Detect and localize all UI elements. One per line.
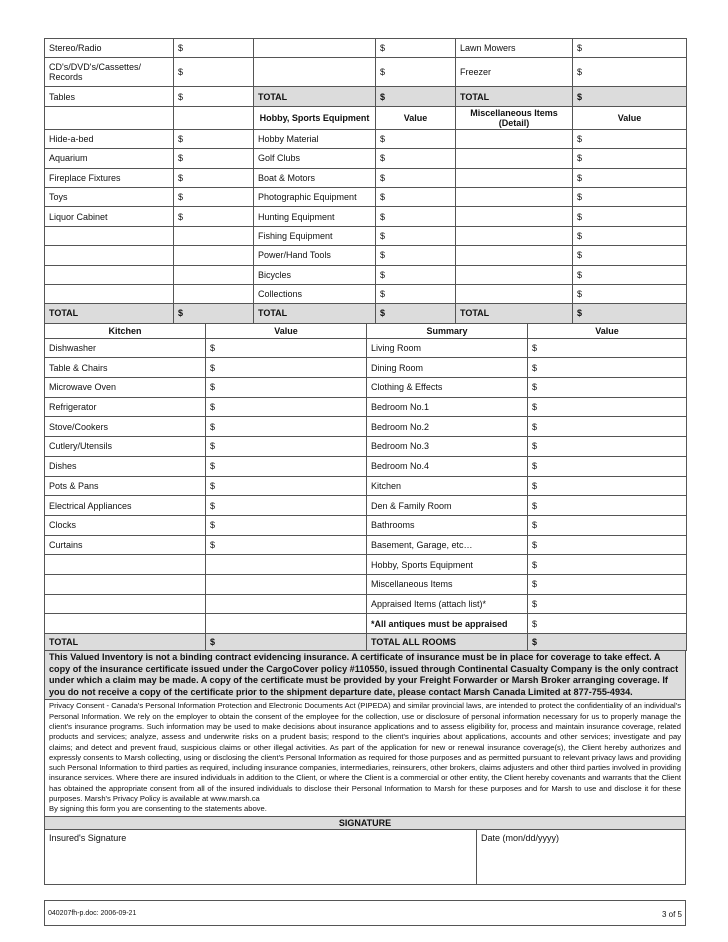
- value-field[interactable]: $: [573, 246, 687, 265]
- value-field[interactable]: $: [206, 535, 367, 555]
- value-field[interactable]: $: [528, 378, 687, 398]
- total-label: TOTAL: [456, 304, 573, 323]
- value-field[interactable]: $: [528, 417, 687, 437]
- value-field[interactable]: $: [528, 555, 687, 575]
- item-label: Bicycles: [254, 265, 376, 284]
- consent-statement: By signing this form you are consenting to the statements above.: [49, 804, 267, 814]
- total-label: TOTAL: [45, 634, 206, 651]
- item-label: Hunting Equipment: [254, 207, 376, 226]
- room-label: Bedroom No.4: [367, 456, 528, 476]
- misc-item-field[interactable]: [456, 265, 573, 284]
- table-row: [45, 246, 687, 265]
- item-label: Stove/Cookers: [45, 417, 206, 437]
- value-field[interactable]: $: [206, 358, 367, 378]
- room-label: Bathrooms: [367, 515, 528, 535]
- table-row: [45, 594, 687, 614]
- item-label: Cutlery/Utensils: [45, 437, 206, 457]
- column-header-value: Value: [528, 324, 687, 339]
- value-field[interactable]: $: [376, 226, 456, 245]
- blank-item-field[interactable]: [45, 594, 206, 614]
- table-row: [45, 417, 687, 437]
- value-field[interactable]: $: [528, 397, 687, 417]
- value-field[interactable]: $: [528, 614, 687, 634]
- blank-item-field[interactable]: [45, 555, 206, 575]
- misc-item-field[interactable]: [456, 129, 573, 148]
- item-label: Hobby Material: [254, 129, 376, 148]
- room-label: Clothing & Effects: [367, 378, 528, 398]
- total-value-field[interactable]: $: [206, 634, 367, 651]
- value-field[interactable]: $: [528, 437, 687, 457]
- table-row: [45, 149, 687, 168]
- column-header-misc: Miscellaneous Items (Detail): [456, 106, 573, 129]
- value-field[interactable]: $: [206, 417, 367, 437]
- table-row: [45, 614, 687, 634]
- misc-item-field[interactable]: [456, 207, 573, 226]
- value-field[interactable]: $: [174, 87, 254, 106]
- value-field[interactable]: $: [528, 496, 687, 516]
- value-field[interactable]: $: [206, 476, 367, 496]
- total-row: [45, 304, 687, 323]
- table-row: [45, 476, 687, 496]
- value-field[interactable]: $: [528, 574, 687, 594]
- table-row: [45, 226, 687, 245]
- value-field[interactable]: $: [174, 39, 254, 58]
- value-field[interactable]: $: [376, 129, 456, 148]
- table-row: [45, 284, 687, 303]
- value-field[interactable]: $: [376, 284, 456, 303]
- item-label: Electrical Appliances: [45, 496, 206, 516]
- table-row: [45, 58, 687, 87]
- value-field[interactable]: $: [376, 246, 456, 265]
- value-field[interactable]: $: [174, 129, 254, 148]
- blank-value-field[interactable]: [206, 594, 367, 614]
- value-field[interactable]: $: [376, 168, 456, 187]
- room-label: Bedroom No.1: [367, 397, 528, 417]
- room-label: Bedroom No.2: [367, 417, 528, 437]
- value-field[interactable]: $: [174, 207, 254, 226]
- value-field[interactable]: $: [528, 476, 687, 496]
- value-field[interactable]: $: [206, 437, 367, 457]
- value-field[interactable]: $: [376, 187, 456, 206]
- table-row: [45, 515, 687, 535]
- page-footer: [44, 900, 686, 926]
- value-field[interactable]: $: [528, 358, 687, 378]
- misc-item-field[interactable]: [456, 149, 573, 168]
- insurance-notice: This Valued Inventory is not a binding contract evidencing insurance. A certificate of insurance must be in place for coverage to take effect. A copy of the insurance certificate issued under the CargoCover policy #110550, issued through Continental Casualty Company is the only contract under which a claim may be made. A copy of the certificate must be provided by your Freight Forwarder or Marsh Broker arranging coverage. If you do not receive a copy of the certificate prior to the shipment departure date, please contact Marsh Canada Limited at 877-755-4934.: [44, 651, 686, 700]
- value-field[interactable]: $: [376, 265, 456, 284]
- value-field[interactable]: $: [174, 58, 254, 87]
- signature-heading: SIGNATURE: [44, 817, 686, 830]
- room-label: Bedroom No.3: [367, 437, 528, 457]
- blank-cell: [174, 106, 254, 129]
- total-label: TOTAL: [254, 304, 376, 323]
- value-field[interactable]: $: [528, 515, 687, 535]
- value-field[interactable]: $: [376, 58, 456, 87]
- item-label: Golf Clubs: [254, 149, 376, 168]
- blank-item-field[interactable]: [45, 265, 174, 284]
- privacy-consent: [44, 700, 686, 816]
- table-row: [45, 207, 687, 226]
- section-header-row: [45, 324, 687, 339]
- value-field[interactable]: $: [376, 39, 456, 58]
- value-field[interactable]: $: [174, 168, 254, 187]
- item-label: Clocks: [45, 515, 206, 535]
- blank-item-field[interactable]: [45, 574, 206, 594]
- table-row: [45, 456, 687, 476]
- room-label: Hobby, Sports Equipment: [367, 555, 528, 575]
- room-label: Kitchen: [367, 476, 528, 496]
- privacy-consent-text: Privacy Consent - Canada's Personal Information Protection and Electronic Documents Act (PIPEDA) and similar provincial laws, are intended to protect the confidentiality of an individual's Personal Information. We rely on the employer to obtain the consent of the employee for the collection, use or disclosure of personal information necessary for us to properly manage the client's insurance programs. Such information may be used to make decisions about insurance applications and to assess eligibility for, process and maintain insurance coverage, related products and services; analyze, assess and underwrite risks on a prudent basis; respond to the client's inquiries about applications, accounts and other services; investigate and pay claims; and detect and prevent fraud, suspicious claims or other illegal activities. As part of the application for new or renewal insurance coverage(s), the Client hereby authorizes and expressly consents to Marsh collecting, using or disclosing the client's Personal Information as required for those purposes and as permitted pursuant to relevant privacy laws and providing such Personal Information to third parties as required, including insurance companies, intermediaries, reinsurers, other brokers, claims adjusters and other third parties involved in providing insurance services. Where there are insured individuals in addition to the Client, or where the Client is a commercial or other entity, the Client hereby covenants and warrants that the Client has obtained the appropriate consent from all of the insured individuals to disclose their Personal Information to Marsh for these purposes and for Marsh to use and disclose it for these purposes. Marsh's Privacy Policy is available at www.marsh.ca: [49, 701, 681, 804]
- value-field[interactable]: $: [206, 456, 367, 476]
- table-row: [45, 39, 687, 58]
- table-row: [45, 168, 687, 187]
- table-row: [45, 129, 687, 148]
- misc-item-field[interactable]: [456, 284, 573, 303]
- value-field[interactable]: $: [376, 149, 456, 168]
- value-field[interactable]: $: [573, 58, 687, 87]
- item-label: Fishing Equipment: [254, 226, 376, 245]
- total-label: TOTAL: [254, 87, 376, 106]
- item-label: Collections: [254, 284, 376, 303]
- value-field[interactable]: $: [206, 515, 367, 535]
- blank-value-field[interactable]: [174, 226, 254, 245]
- item-label: Curtains: [45, 535, 206, 555]
- item-label: Aquarium: [45, 149, 174, 168]
- value-field[interactable]: $: [573, 226, 687, 245]
- total-value-field[interactable]: $: [573, 87, 687, 106]
- table-row: [45, 338, 687, 358]
- table-row: [45, 535, 687, 555]
- table-row: [45, 437, 687, 457]
- item-label: CD's/DVD's/Cassettes/ Records: [45, 58, 174, 87]
- item-label: Freezer: [456, 58, 573, 87]
- table-row: [45, 265, 687, 284]
- item-label: Toys: [45, 187, 174, 206]
- total-value-field[interactable]: $: [376, 87, 456, 106]
- value-field[interactable]: $: [206, 496, 367, 516]
- blank-value-field[interactable]: [206, 574, 367, 594]
- item-label: Pots & Pans: [45, 476, 206, 496]
- section-header-row: [45, 106, 687, 129]
- total-label: TOTAL: [456, 87, 573, 106]
- value-field[interactable]: $: [573, 129, 687, 148]
- room-label: Miscellaneous Items: [367, 574, 528, 594]
- item-label: Power/Hand Tools: [254, 246, 376, 265]
- column-header-value: Value: [376, 106, 456, 129]
- table-row: [45, 358, 687, 378]
- table-row: [45, 496, 687, 516]
- value-field[interactable]: $: [528, 594, 687, 614]
- table-row: [45, 378, 687, 398]
- value-field[interactable]: $: [573, 168, 687, 187]
- item-label: Tables: [45, 87, 174, 106]
- blank-value-field[interactable]: [174, 265, 254, 284]
- page-number: 3 of 5: [661, 910, 682, 919]
- item-label: Fireplace Fixtures: [45, 168, 174, 187]
- item-label: Lawn Mowers: [456, 39, 573, 58]
- signature-row: [44, 830, 686, 885]
- document-id: 040207fh-p.doc: 2006-09-21: [48, 910, 137, 917]
- item-label: Boat & Motors: [254, 168, 376, 187]
- column-header-summary: Summary: [367, 324, 528, 339]
- item-label: Dishes: [45, 456, 206, 476]
- blank-cell: [45, 106, 174, 129]
- value-field[interactable]: $: [174, 187, 254, 206]
- misc-item-field[interactable]: [456, 226, 573, 245]
- value-field[interactable]: $: [528, 456, 687, 476]
- total-all-rooms-label: TOTAL ALL ROOMS: [367, 634, 528, 651]
- kitchen-summary-table: [44, 324, 687, 651]
- value-field[interactable]: $: [573, 265, 687, 284]
- total-value-field[interactable]: $: [528, 634, 687, 651]
- room-label: Den & Family Room: [367, 496, 528, 516]
- signature-date-label: Date (mon/dd/yyyy): [481, 832, 560, 843]
- table-row: [45, 574, 687, 594]
- total-row: [45, 634, 687, 651]
- blank-item-field[interactable]: [45, 226, 174, 245]
- insured-signature-field[interactable]: [45, 830, 477, 884]
- column-header-kitchen: Kitchen: [45, 324, 206, 339]
- blank-item-field[interactable]: [45, 614, 206, 634]
- value-field[interactable]: $: [528, 338, 687, 358]
- column-header-value: Value: [206, 324, 367, 339]
- item-label: Hide-a-bed: [45, 129, 174, 148]
- blank-item-field[interactable]: [45, 246, 174, 265]
- column-header-hobby: Hobby, Sports Equipment: [254, 106, 376, 129]
- blank-value-field[interactable]: [206, 614, 367, 634]
- signature-date-field[interactable]: [477, 830, 563, 884]
- value-field[interactable]: $: [528, 535, 687, 555]
- value-field[interactable]: $: [573, 284, 687, 303]
- table-row: [45, 87, 687, 106]
- misc-item-field[interactable]: [456, 168, 573, 187]
- total-value-field[interactable]: $: [174, 304, 254, 323]
- item-label: Dishwasher: [45, 338, 206, 358]
- room-label: Dining Room: [367, 358, 528, 378]
- value-field[interactable]: $: [573, 207, 687, 226]
- blank-value-field[interactable]: [206, 555, 367, 575]
- misc-item-field[interactable]: [456, 246, 573, 265]
- blank-value-field[interactable]: [174, 246, 254, 265]
- insured-signature-label: Insured's Signature: [49, 832, 127, 843]
- value-field[interactable]: $: [206, 397, 367, 417]
- value-field[interactable]: $: [573, 39, 687, 58]
- item-label: [254, 39, 376, 58]
- item-label: Microwave Oven: [45, 378, 206, 398]
- value-field[interactable]: $: [206, 338, 367, 358]
- room-label: Living Room: [367, 338, 528, 358]
- value-field[interactable]: $: [174, 149, 254, 168]
- value-field[interactable]: $: [206, 378, 367, 398]
- table-row: [45, 397, 687, 417]
- inventory-form-page: [44, 38, 686, 885]
- value-field[interactable]: $: [376, 207, 456, 226]
- value-field[interactable]: $: [573, 149, 687, 168]
- misc-item-field[interactable]: [456, 187, 573, 206]
- blank-value-field[interactable]: [174, 284, 254, 303]
- item-label: Refrigerator: [45, 397, 206, 417]
- item-label: Photographic Equipment: [254, 187, 376, 206]
- table-row: [45, 187, 687, 206]
- column-header-value: Value: [573, 106, 687, 129]
- room-label: Appraised Items (attach list)*: [367, 594, 528, 614]
- household-items-table: [44, 38, 687, 324]
- item-label: Liquor Cabinet: [45, 207, 174, 226]
- total-value-field[interactable]: $: [573, 304, 687, 323]
- room-label: Basement, Garage, etc…: [367, 535, 528, 555]
- table-row: [45, 555, 687, 575]
- value-field[interactable]: $: [573, 187, 687, 206]
- item-label: [254, 58, 376, 87]
- item-label: Table & Chairs: [45, 358, 206, 378]
- blank-item-field[interactable]: [45, 284, 174, 303]
- antiques-note: *All antiques must be appraised: [367, 614, 528, 634]
- item-label: Stereo/Radio: [45, 39, 174, 58]
- total-label: TOTAL: [45, 304, 174, 323]
- total-value-field[interactable]: $: [376, 304, 456, 323]
